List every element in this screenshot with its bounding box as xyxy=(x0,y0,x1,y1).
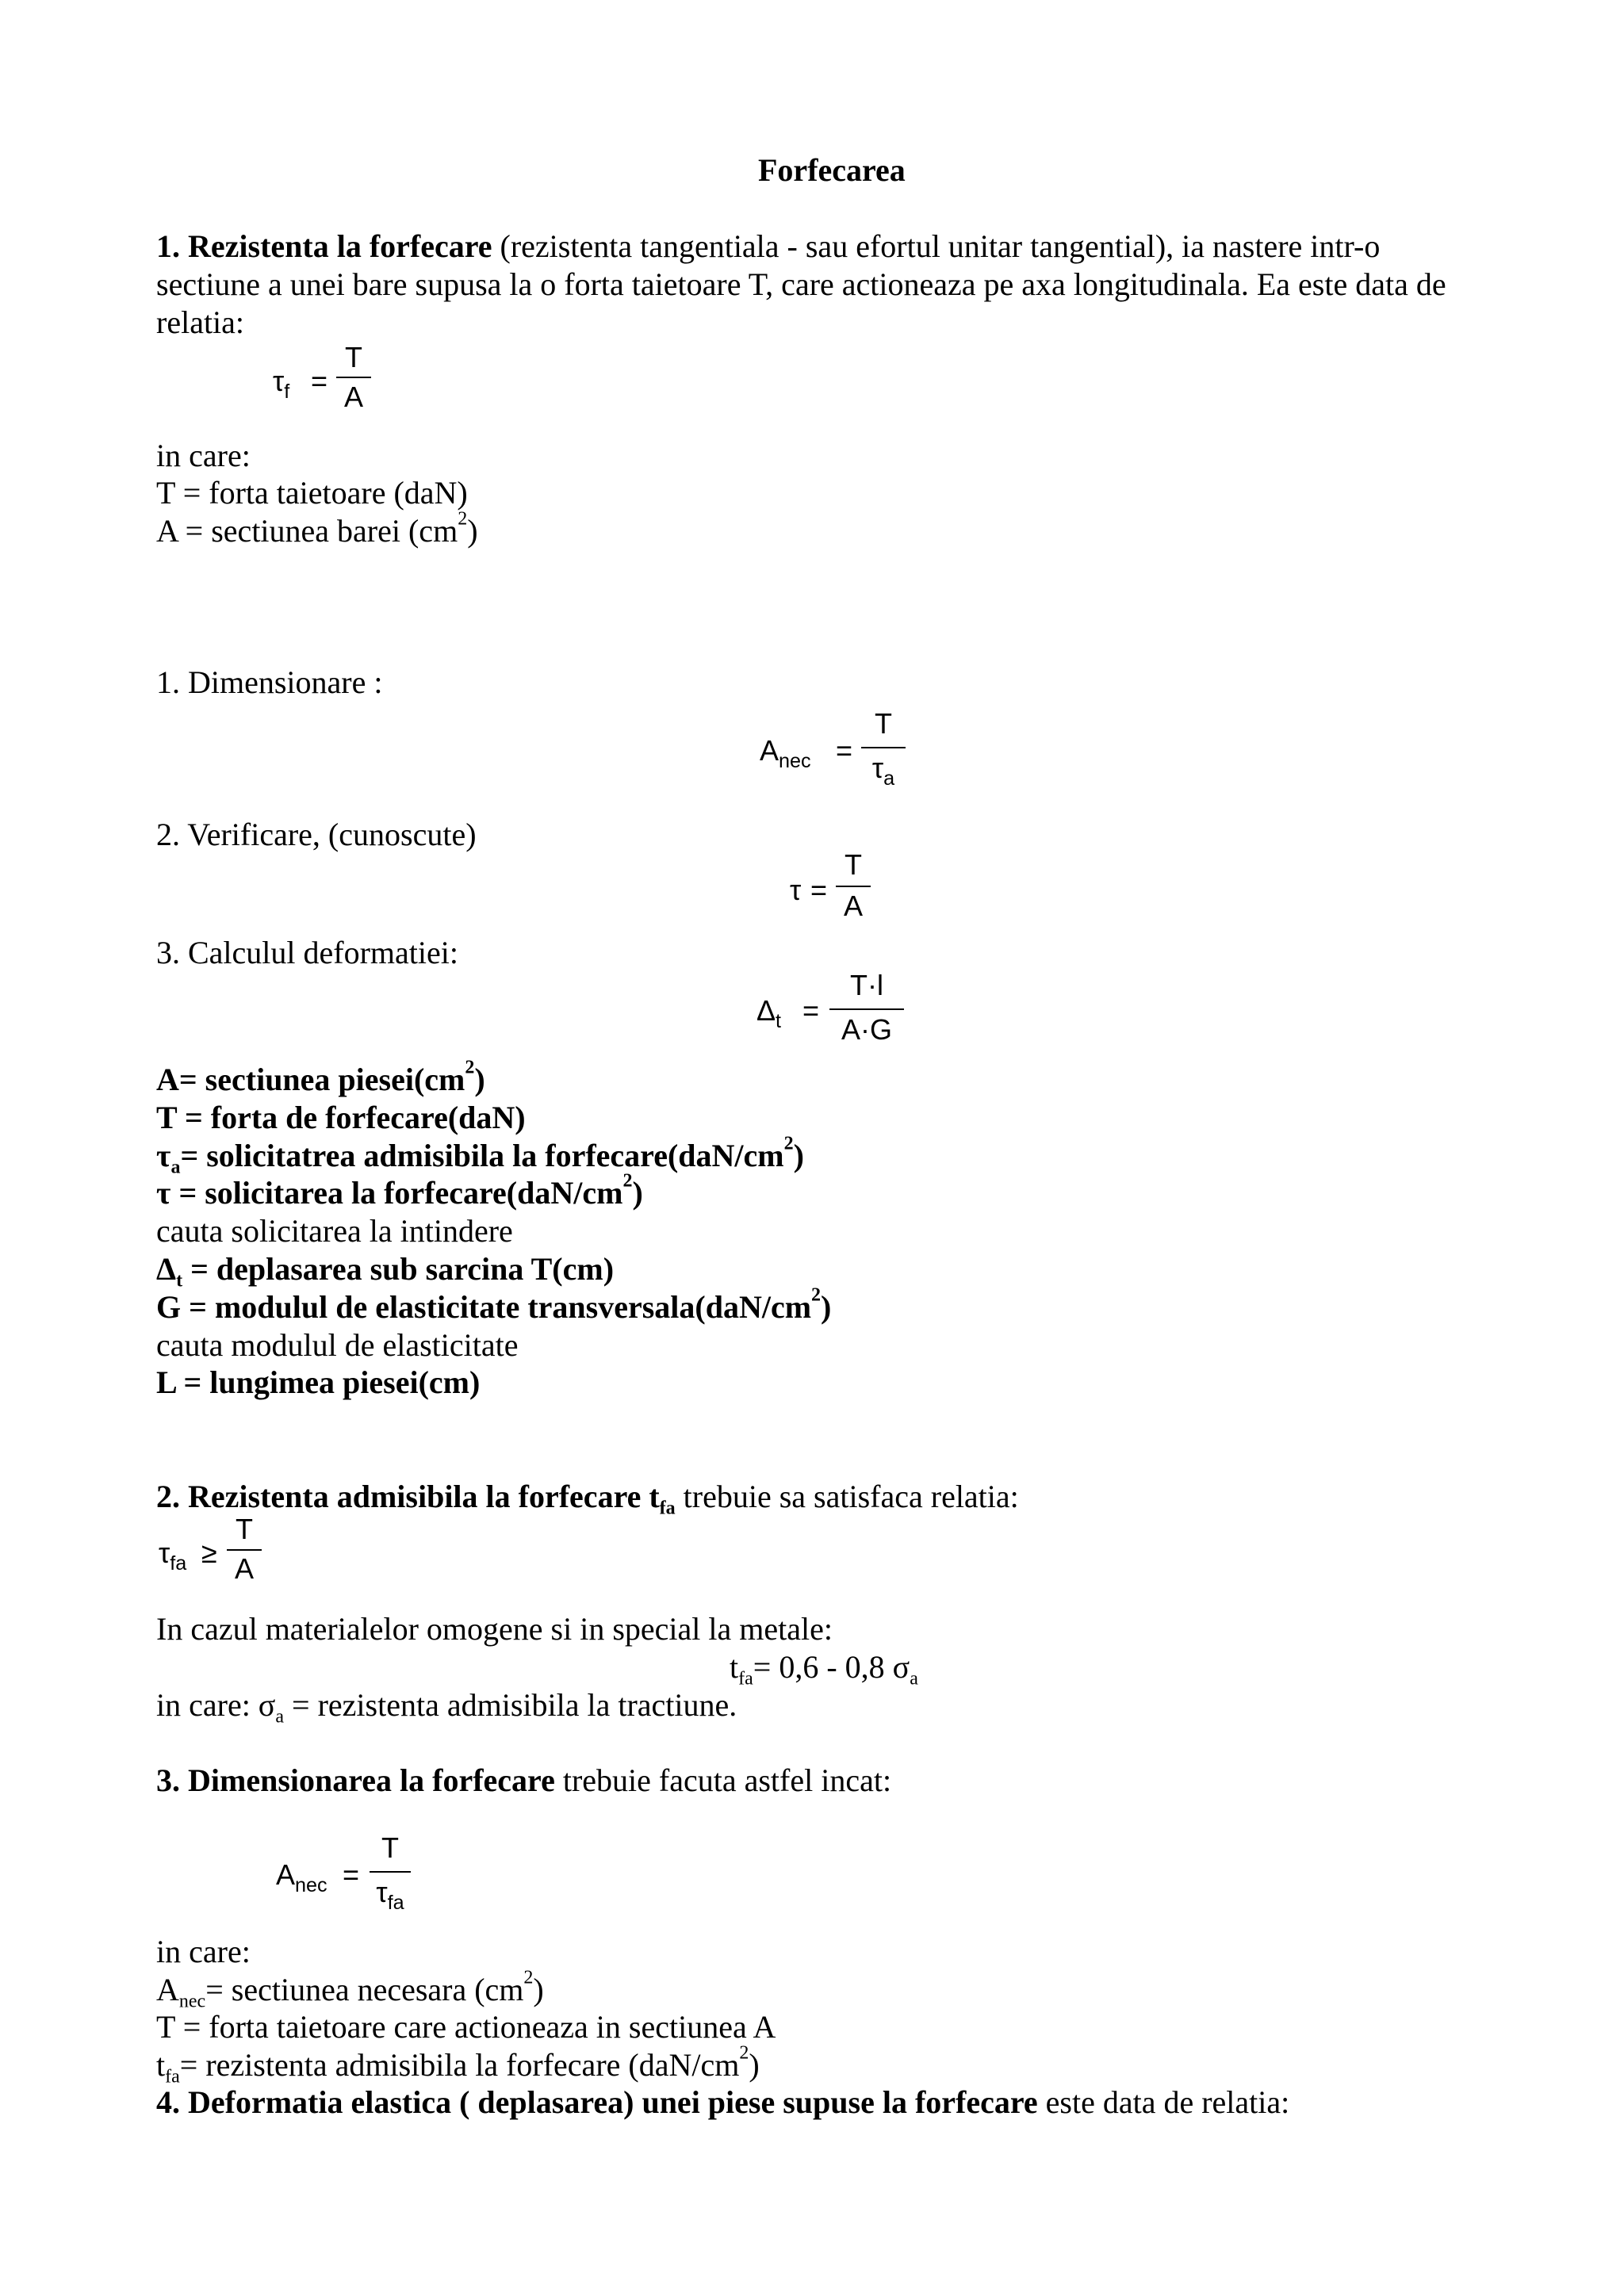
section1-in-care: in care: xyxy=(156,438,251,473)
formula-numerator: T·l xyxy=(850,969,883,1001)
section1-heading: 1. Rezistenta la forfecare xyxy=(156,228,492,264)
formula-eq: = xyxy=(343,1858,360,1891)
section3-tfa: $t_{fa}=$ rezistenta admisibila la forfecare $(daN/cm^2)$ xyxy=(156,2042,760,2087)
page-title: Forfecarea xyxy=(758,152,906,188)
step-dimensionare: 1. Dimensionare : xyxy=(156,664,383,700)
formula-numerator: T xyxy=(845,848,862,881)
formula-eq: ≥ xyxy=(201,1536,217,1569)
formula-denominator: $\tau_a$ xyxy=(871,752,895,790)
formula-eq: = xyxy=(802,994,820,1027)
formula-denominator: $\tau_{fa}$ xyxy=(376,1876,404,1914)
legend-A: A= sectiunea $piesei(cm^2)$ xyxy=(156,1057,485,1097)
fraction-bar xyxy=(861,747,906,748)
section3-in-care: in care: xyxy=(156,1934,251,1969)
formula-numerator: T xyxy=(875,707,892,740)
fraction-bar xyxy=(829,1008,904,1010)
section1-def-T: T = forta taietoare (daN) xyxy=(156,475,468,511)
section4-line: 4. Deformatia elastica ( deplasarea) unei piese supuse la forfecare este data de relatia: xyxy=(156,2084,1290,2120)
section1-line1 xyxy=(156,228,1380,266)
legend-L: L = lungimea piesei(cm) xyxy=(156,1364,481,1400)
section2-materiale: In cazul materialelor omogene si in special la metale: xyxy=(156,1611,833,1647)
step-deformatie: 3. Calculul deformatiei: xyxy=(156,935,458,970)
formula-lhs: τ xyxy=(790,874,802,906)
formula-lhs: $A_{nec}$ xyxy=(760,734,811,772)
legend-cauta-solicitarea: cauta solicitarea la intindere xyxy=(156,1213,513,1249)
section1-line1-rest: (rezistenta tangentiala - sau efortul unitar tangential), ia nastere intr-o xyxy=(492,228,1381,264)
formula-tau xyxy=(790,848,885,928)
section1-line2: sectiune a unei bare supusa la o forta taietoare T, care actioneaza pe axa longitudinala. Ea este data de xyxy=(156,266,1446,302)
formula-numerator: T xyxy=(381,1831,399,1864)
section2-line: 2. Rezistenta admisibila la forfecare $t_{fa}$ trebuie sa satisfaca relatia: xyxy=(156,1479,1019,1519)
formula-denominator: A xyxy=(234,1552,254,1585)
section3-line: 3. Dimensionarea la forfecare trebuie facuta astfel incat: xyxy=(156,1762,892,1798)
formula-anec-fa xyxy=(276,1831,419,1923)
step-verificare: 2. Verificare, (cunoscute) xyxy=(156,817,477,852)
section2-in-care: in care: $\sigma_a$ = rezistenta admisibila la tractiune. xyxy=(156,1687,737,1728)
formula-eq: = xyxy=(836,734,853,767)
formula-numerator: T xyxy=(236,1513,253,1545)
legend-tau: τ = solicitarea la $forfecare(daN/cm^2)$ xyxy=(156,1170,643,1211)
legend-delta: $\Delta_t$ = deplasarea sub sarcina T(cm) xyxy=(156,1251,615,1292)
formula-delta xyxy=(756,969,915,1056)
section2-relation: $t_{fa}= 0,6 - 0,8$ $\sigma_a$ xyxy=(730,1649,918,1689)
section1-def-A: A = sectiunea barei $(cm^2)$ xyxy=(156,508,478,549)
legend-tau-a: $\tau_a=$ solicitatrea admisibila la $forfecare(daN/cm^2)$ xyxy=(156,1133,804,1178)
formula-denominator: A·G xyxy=(841,1013,892,1046)
fraction-bar xyxy=(336,377,371,378)
section3-anec: $A_{nec}=$ sectiunea necesara $(cm^2)$ xyxy=(156,1967,544,2012)
formula-denominator: A xyxy=(343,381,363,413)
section1-line3: relatia: xyxy=(156,304,245,340)
formula-tau-fa xyxy=(159,1513,270,1592)
legend-T: T = forta de forfecare(daN) xyxy=(156,1100,526,1135)
section3-T: T = forta taietoare care actioneaza in sectiunea A xyxy=(156,2009,776,2045)
legend-cauta-modulul: cauta modulul de elasticitate xyxy=(156,1327,519,1363)
formula-anec xyxy=(760,707,910,798)
formula-lhs: $\Delta_t$ xyxy=(756,994,782,1032)
formula-numerator: T xyxy=(345,341,362,373)
formula-lhs: $\tau_f$ xyxy=(273,365,290,403)
legend-G: G = modulul de elasticitate $transversala(daN/cm^2)$ xyxy=(156,1284,832,1325)
formula-tau-f xyxy=(273,341,376,420)
fraction-bar xyxy=(836,886,871,887)
fraction-bar xyxy=(370,1871,411,1873)
formula-lhs: $\tau_{fa}$ xyxy=(159,1536,187,1575)
formula-denominator: A xyxy=(843,890,863,922)
formula-eq: = xyxy=(810,874,828,906)
formula-lhs: $A_{nec}$ xyxy=(276,1858,327,1896)
fraction-bar xyxy=(227,1549,262,1551)
formula-eq: = xyxy=(311,365,328,397)
